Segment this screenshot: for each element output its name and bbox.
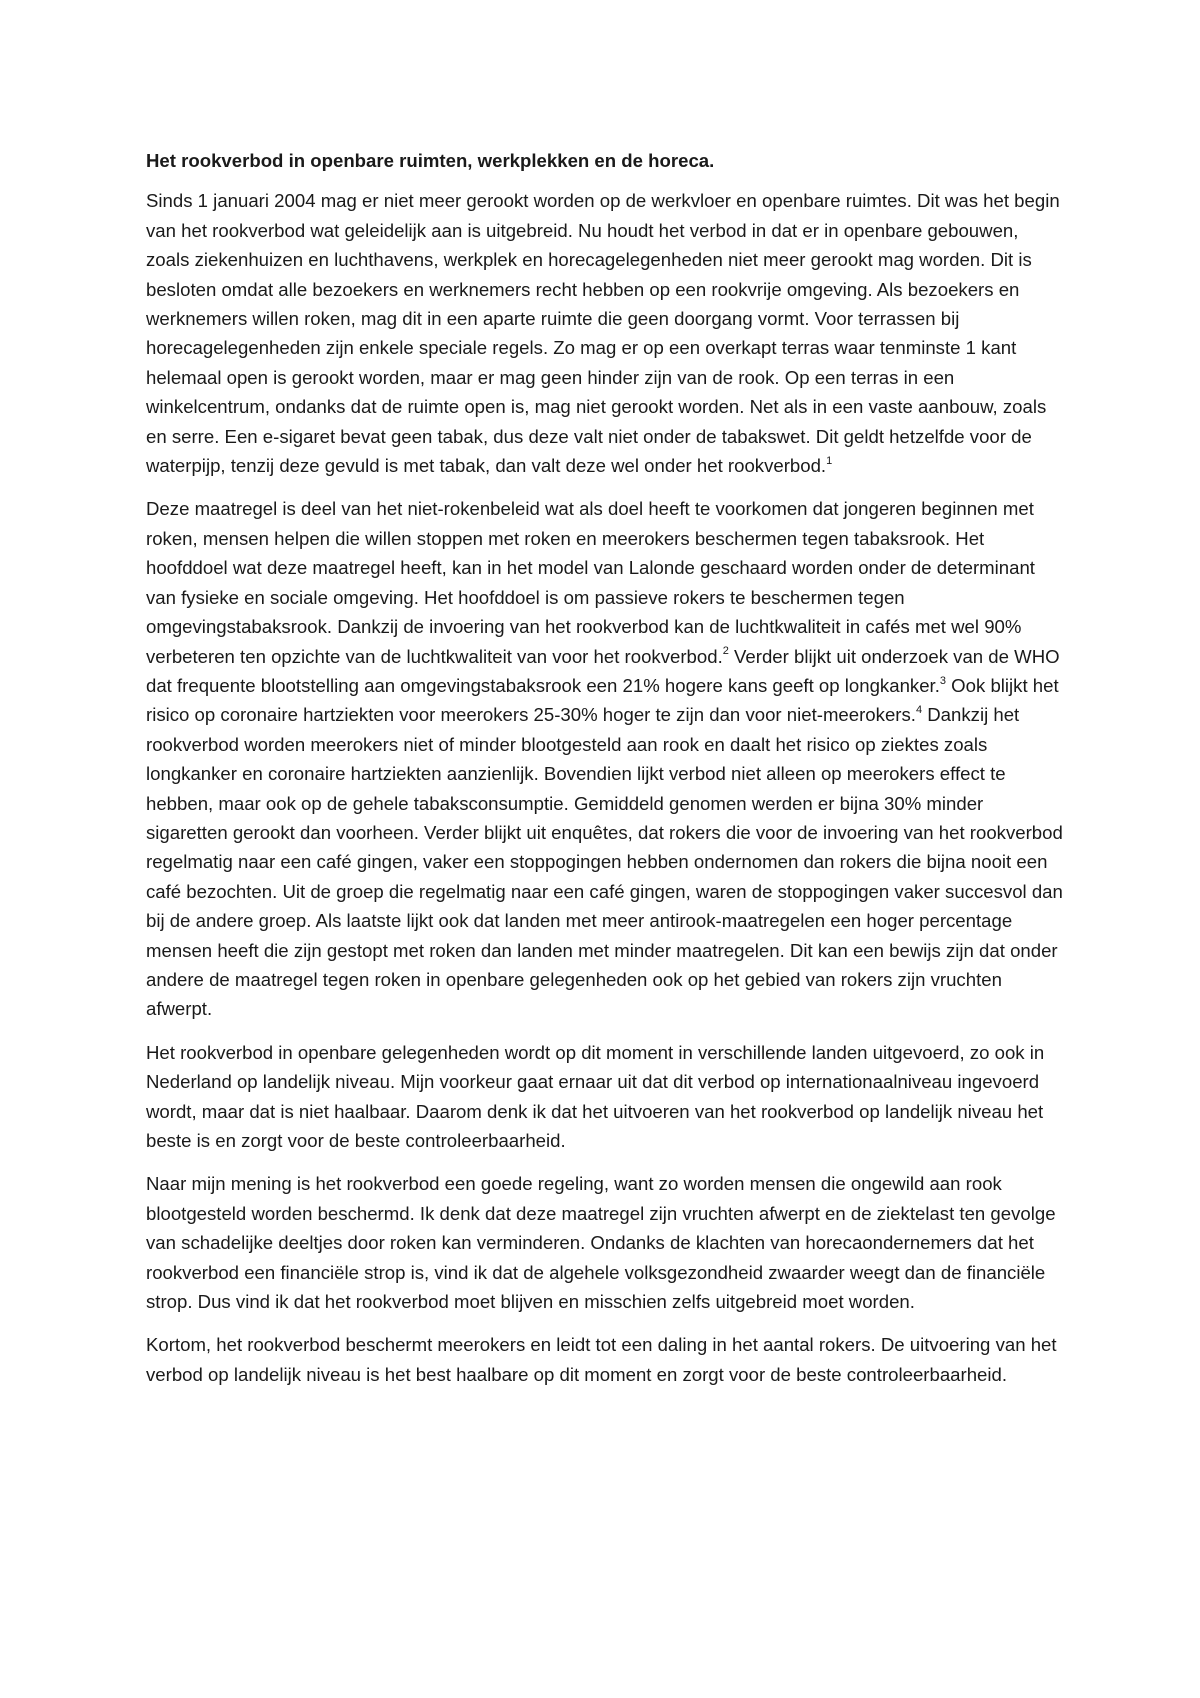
paragraph-text: Dankzij het rookverbod worden meerokers niet of minder blootgesteld aan rook en daalt het risico op ziektes zoals longkanker en coronaire hartziekten aanzienlijk. Bovendien lijkt verbod niet alleen op meerokers effect te hebben, maar ook op de gehele tabaksconsumptie. Gemiddeld genomen werden er bijna 30% minder sigaretten gerookt dan voorheen. Verder blijkt uit enquêtes, dat rokers die voor de invoering van het rookverbod regelmatig naar een café gingen, vaker een stoppogingen hebben ondernomen dan rokers die bijna nooit een café bezochten. Uit de groep die regelmatig naar een café gingen, waren de stoppogingen vaker succesvol dan bij de andere groep. Als laatste lijkt ook dat landen met meer antirook-maatregelen een hoger percentage mensen heeft die zijn gestopt met roken dan landen met minder maatregelen. Dit kan een bewijs zijn dat onder andere de maatregel tegen roken in openbare gelegenheden ook op het gebied van rokers zijn vruchten afwerpt. (146, 704, 1063, 1020)
paragraph-text: Kortom, het rookverbod beschermt meerokers en leidt tot een daling in het aantal rokers. De uitvoering van het verbod op landelijk niveau is het best haalbare op dit moment en zorgt voor de beste controleerbaarheid. (146, 1334, 1057, 1385)
paragraph-text: Sinds 1 januari 2004 mag er niet meer gerookt worden op de werkvloer en openbare ruimtes. Dit was het begin van het rookverbod wat geleidelijk aan is uitgebreid. Nu houdt het verbod in dat er in openbare gebouwen, zoals ziekenhuizen en luchthavens, werkplek en horecagelegenheden niet meer gerookt mag worden. Dit is besloten omdat alle bezoekers en werknemers recht hebben op een rookvrije omgeving. Als bezoekers en werknemers willen roken, mag dit in een aparte ruimte die geen doorgang vormt. Voor terrassen bij horecagelegenheden zijn enkele speciale regels. Zo mag er op een overkapt terras waar tenminste 1 kant helemaal open is gerookt worden, maar er mag geen hinder zijn van de rook. Op een terras in een winkelcentrum, ondanks dat de ruimte open is, mag niet gerookt worden. Net als in een vaste aanbouw, zoals en serre. Een e-sigaret bevat geen tabak, dus deze valt niet onder de tabakswet. Dit geldt hetzelfde voor de waterpijp, tenzij deze gevuld is met tabak, dan valt deze wel onder het rookverbod. (146, 190, 1060, 477)
paragraph-text: Deze maatregel is deel van het niet-rokenbeleid wat als doel heeft te voorkomen dat jongeren beginnen met roken, mensen helpen die willen stoppen met roken en meerokers beschermen tegen tabaksrook. Het hoofddoel wat deze maatregel heeft, kan in het model van Lalonde geschaard worden onder de determinant van fysieke en sociale omgeving. Het hoofddoel is om passieve rokers te beschermen tegen omgevingstabaksrook. Dankzij de invoering van het rookverbod kan de luchtkwaliteit in cafés met wel 90% verbeteren ten opzichte van de luchtkwaliteit van voor het rookverbod. (146, 498, 1035, 667)
document-body (146, 146, 1066, 1403)
paragraph-text: Naar mijn mening is het rookverbod een goede regeling, want zo worden mensen die ongewild aan rook blootgesteld worden beschermd. Ik denk dat deze maatregel zijn vruchten afwerpt en de ziektelast ten gevolge van schadelijke deeltjes door roken kan verminderen. Ondanks de klachten van horecaondernemers dat het rookverbod een financiële strop is, vind ik dat de algehele volksgezondheid zwaarder weegt dan de financiële strop. Dus vind ik dat het rookverbod moet blijven en misschien zelfs uitgebreid moet worden. (146, 1173, 1056, 1313)
paragraph-text: Het rookverbod in openbare gelegenheden wordt op dit moment in verschillende landen uitgevoerd, zo ook in Nederland op landelijk niveau. Mijn voorkeur gaat ernaar uit dat dit verbod op internationaalniveau ingevoerd wordt, maar dat is niet haalbaar. Daarom denk ik dat het uitvoeren van het rookverbod op landelijk niveau het beste is en zorgt voor de beste controleerbaarheid. (146, 1041, 1045, 1151)
footnote-ref-2: 2 (722, 645, 729, 658)
paragraph-2 (146, 494, 1066, 1023)
footnote-ref-4: 4 (915, 704, 923, 717)
document-title: Het rookverbod in openbare ruimten, werkplekken en de horeca. (146, 150, 715, 171)
paragraph-5 (146, 1330, 1066, 1389)
footnote-ref-3: 3 (939, 674, 947, 687)
paragraph-text: Verder blijkt uit onderzoek van de WHO dat frequente blootstelling aan omgevingstabaksrook een 21% hogere kans geeft op longkanker. (146, 645, 1060, 696)
paragraph-text: Ook blijkt het risico op coronaire hartziekten voor meerokers 25-30% hoger te zijn dan voor niet-meerokers. (146, 674, 1059, 726)
footnote-ref-1: 1 (826, 454, 833, 467)
paragraph-3 (146, 1038, 1066, 1156)
paragraph-4 (146, 1169, 1066, 1316)
paragraph-1 (146, 186, 1066, 480)
